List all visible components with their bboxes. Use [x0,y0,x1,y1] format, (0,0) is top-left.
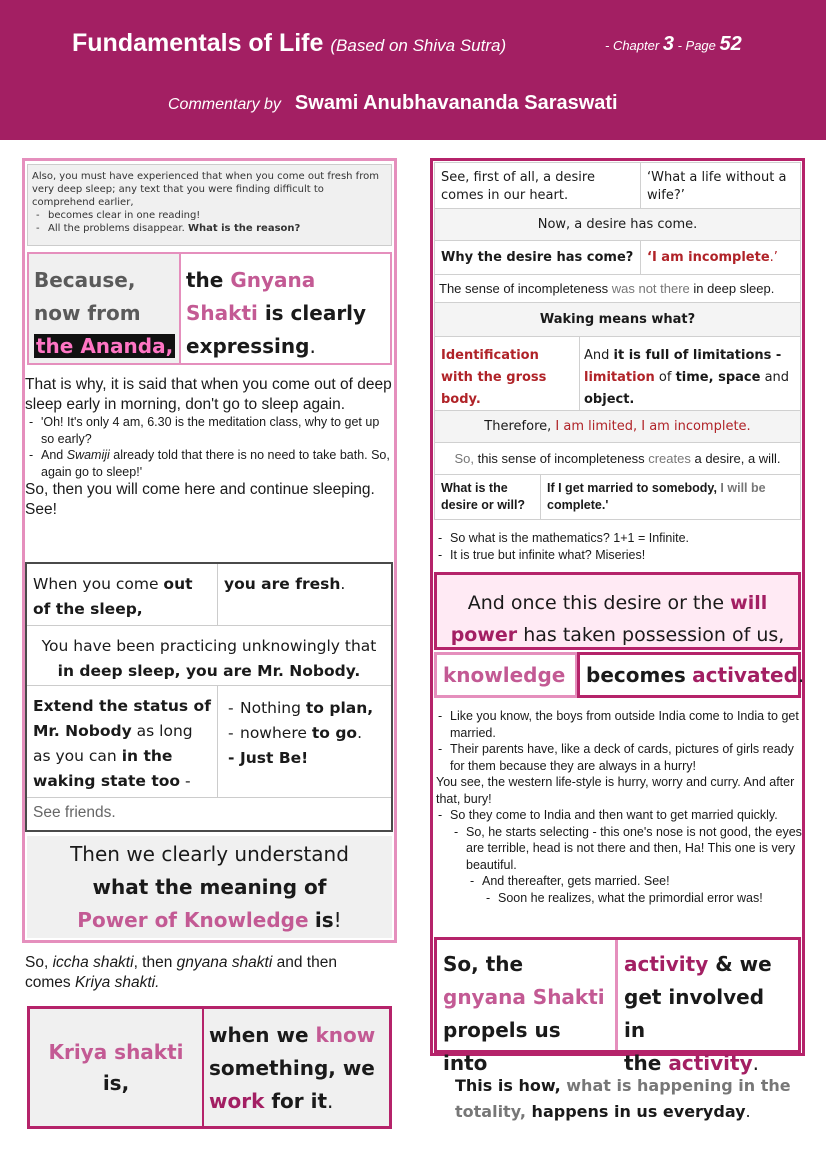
because-right-cell: the Gnyana Shakti is clearly expressing. [179,254,390,363]
limitations-cell: And it is full of limitations - limitation of time, space and object. [580,337,800,411]
desire-table [434,162,801,520]
fresh-table [25,562,393,832]
because-left-cell: Because, now from the Ananda, [29,254,179,363]
activated-box: becomes activated. [577,652,801,698]
nobody-cell: You have been practicing unknowingly that in deep sleep, you are Mr. Nobody. [27,626,391,686]
what-is-desire-cell: What is the desire or will? [435,475,541,519]
incomplete-cell: ‘I am incomplete.’ [641,241,800,275]
document-title: Fundamentals of Life (Based on Shiva Sutra) [72,29,507,57]
kriya-shakti-box [27,1006,392,1129]
totality-statement: This is how, what is happening in the totality, happens in us everyday. [455,1076,791,1121]
desire-came-cell: Now, a desire has come. [435,209,800,241]
page-header [0,0,826,140]
sleep-paragraph: That is why, it is said that when you come out of deep sleep early in morning, don't go to sleep again. - 'Oh! It's only 4 am, 6.30 is the meditation class, why to get up so early? - And Swamiji already told that there is no need to take bath. So, again go to sleep!' So, then you will come here and continue sleeping. See! [25,375,393,519]
because-table [27,252,392,365]
see-friends-cell: See friends. [33,804,116,821]
mathematics-notes: - So what is the mathematics? 1+1 = Infinite. - It is true but infinite what? Miseries! [434,530,801,564]
extend-right-cell: - Nothing to plan, - nowhere to go. - Just Be! [218,686,391,798]
chapter-page-indicator: - Chapter 3 - Page 52 [605,33,742,55]
commentary-line: Commentary by Swami Anubhavananda Saraswati [168,92,618,114]
knowledge-box: knowledge [434,652,578,698]
intro-note: Also, you must have experienced that when you come out fresh from very deep sleep; any text that you were finding difficult to comprehend earlier, - becomes clear in one reading! - All the problems disappear. What is the reason? [27,164,392,246]
fresh-left-cell: When you come out of the sleep, [27,564,218,626]
marriage-story: - Like you know, the boys from outside India come to India to get married. - Their parents have, like a deck of cards, pictures of girls ready for them because they are always in a hurry! You see, the western life-style is hurry, worry and curry. And after that, bury! - So they come to India and then want to get married quickly. - So, he starts selecting - this one's nose is not good, the eyes are terrible, head is not there and then, Ha! This one is very beautiful. - And thereafter, gets married. See! - Soon he realizes, what the primordial error was! [434,708,802,906]
waking-cell: Waking means what? [435,303,800,337]
desire-comes-cell: See, first of all, a desire comes in our heart. [435,163,641,209]
kriya-left-cell: Kriya shakti is, [30,1009,202,1126]
kriya-right-cell: when we know something, we work for it. [202,1009,389,1126]
married-cell: If I get married to somebody, I will be complete.' [547,481,766,512]
creates-desire-cell: So, this sense of incompleteness creates a desire, a will. [435,443,800,475]
identification-cell: Identification with the gross body. [435,337,580,411]
therefore-cell: Therefore, I am limited, I am incomplete. [435,411,800,443]
fresh-right-cell: you are fresh. [218,564,391,626]
author-name: Swami Anubhavananda Saraswati [294,92,618,114]
iccha-paragraph: So, iccha shakti, then gnyana shakti and then comes Kriya shakti. [25,954,337,991]
wife-quote-cell: ‘What a life without a wife?’ [641,163,800,209]
activity-right-cell: activity & we get involved in the activity. [615,940,798,1050]
document-subtitle: (Based on Shiva Sutra) [330,36,507,55]
incompleteness-cell: The sense of incompleteness was not there in deep sleep. [435,275,800,303]
activity-box [434,937,801,1075]
why-desire-cell: Why the desire has come? [435,241,641,275]
activity-left-cell: So, the gnyana Shakti propels us into [443,952,605,1075]
will-power-box: And once this desire or the will power has taken possession of us, [434,572,801,650]
extend-left-cell: Extend the status of Mr. Nobody as long as you can in the waking state too - [27,686,218,798]
power-of-knowledge-box: Then we clearly understand what the meaning of Power of Knowledge is! [27,836,392,938]
